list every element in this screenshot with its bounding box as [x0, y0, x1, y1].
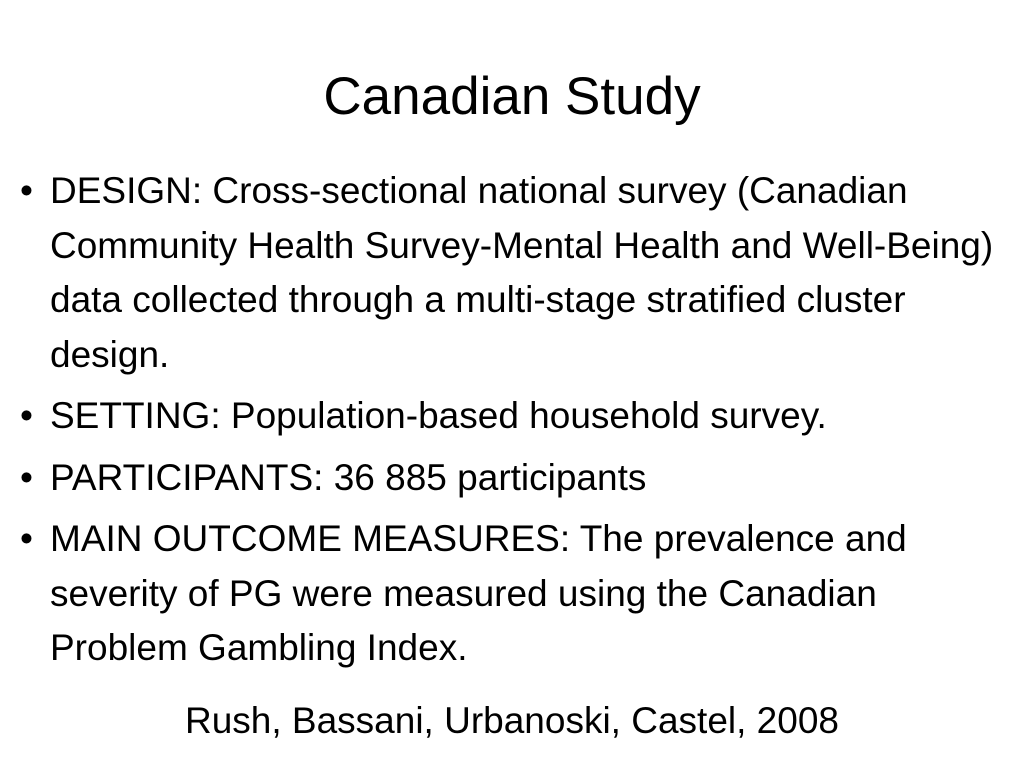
bullet-icon: •	[20, 170, 33, 211]
citation: Rush, Bassani, Urbanoski, Castel, 2008	[184, 700, 839, 741]
bullet-list	[0, 164, 1024, 683]
bullet-icon: •	[20, 456, 33, 498]
bullet-item-outcome-measures	[0, 512, 1024, 676]
bullet-text: MAIN OUTCOME MEASURES: The prevalence and severity of PG were measured using the Canadian Problem Gambling Index.	[50, 518, 907, 668]
bullet-text: SETTING: Population-based household survey.	[50, 395, 827, 436]
bullet-icon: •	[20, 518, 33, 559]
bullet-text: DESIGN: Cross-sectional national survey (Canadian Community Health Survey-Mental Health and Well-Being) data collected through a multi-stage stratified cluster design.	[50, 170, 994, 375]
slide-title: Canadian Study	[323, 67, 701, 126]
bullet-item-participants	[0, 451, 1024, 506]
bullet-item-design	[0, 164, 1024, 382]
bullet-icon: •	[20, 395, 33, 436]
bullet-item-setting	[0, 389, 1024, 444]
bullet-text: PARTICIPANTS: 36 885 participants	[50, 456, 647, 498]
